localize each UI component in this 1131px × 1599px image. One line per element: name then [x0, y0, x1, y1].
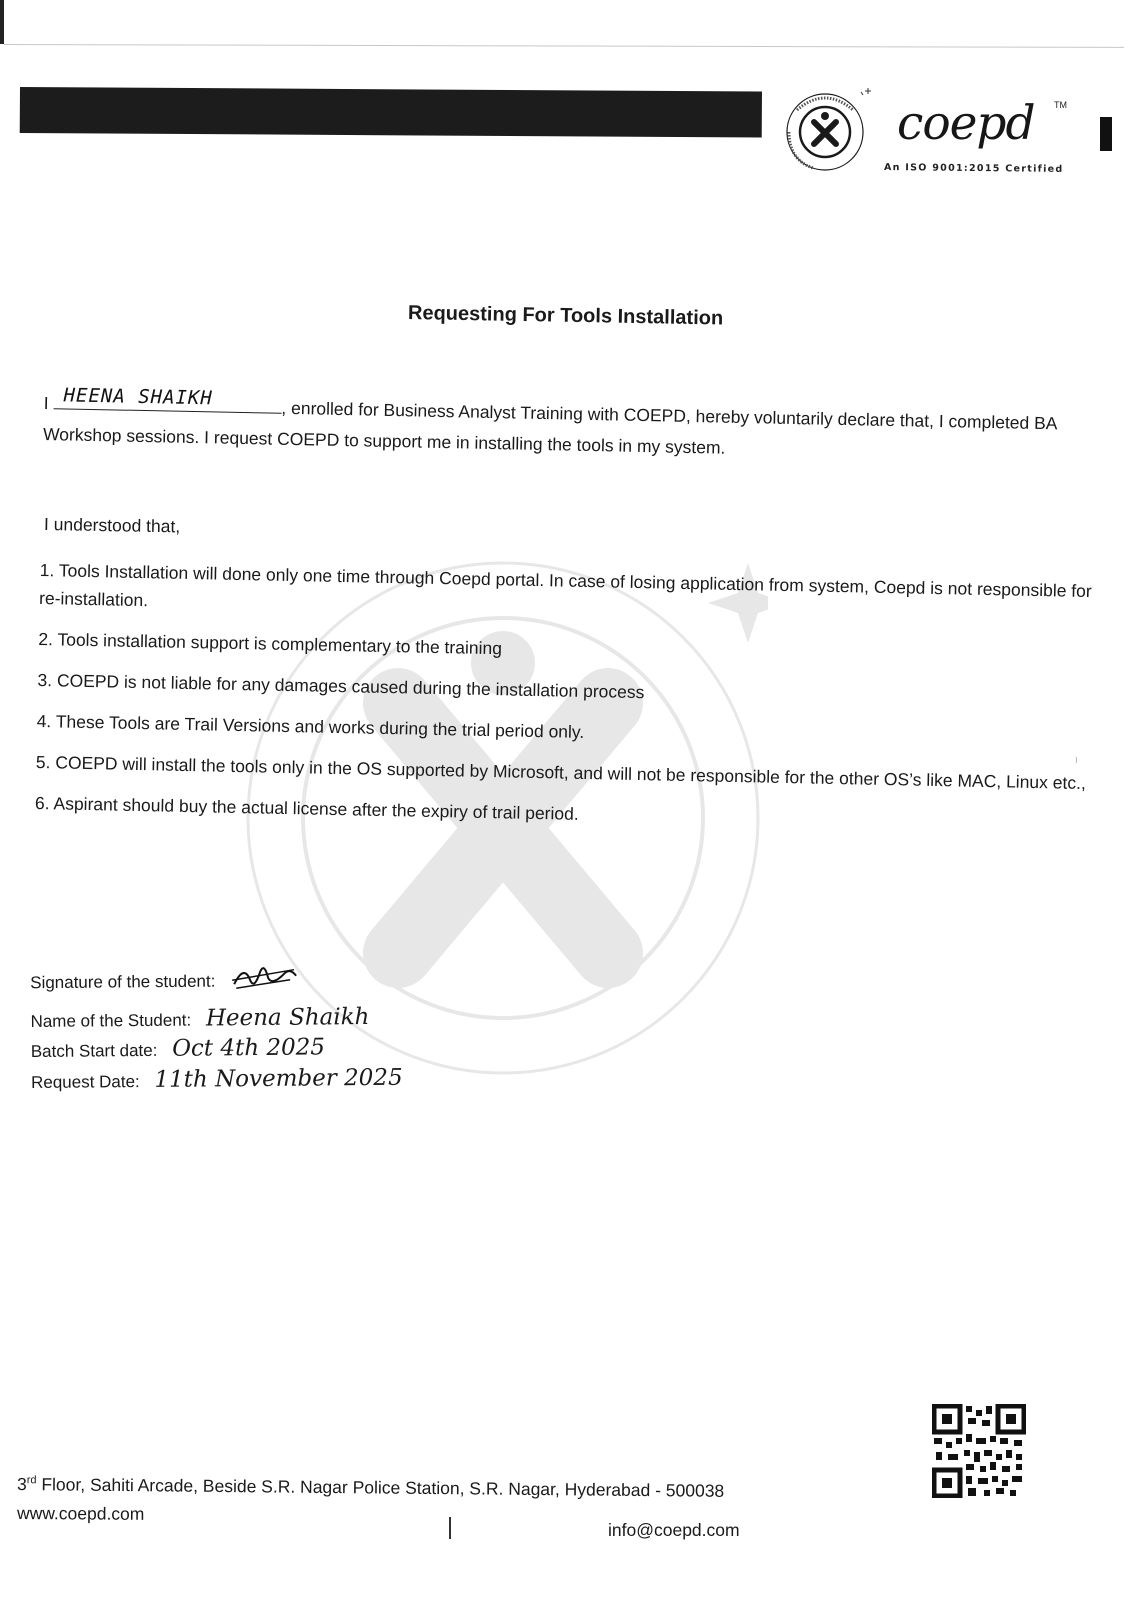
document-title: Requesting For Tools Installation [407, 302, 724, 330]
list-item: 4. These Tools are Trail Versions and works during the trial period only. [36, 710, 585, 742]
list-item: 2. Tools installation support is complementary to the training [38, 628, 503, 659]
handwritten-signature [230, 960, 300, 1004]
brand-name: coepd [897, 96, 1035, 151]
brand-edge-bar [1100, 117, 1112, 151]
website-link[interactable]: www.coepd.com [16, 1503, 145, 1524]
scan-edge-artifact [0, 0, 4, 44]
address-text: Floor, Sahiti Arcade, Beside S.R. Nagar Police Station, S.R. Nagar, Hyderabad - 500038 [36, 1474, 725, 1501]
list-item: 6. Aspirant should buy the actual license after the expiry of trail period. [34, 792, 579, 824]
request-date-value: 11th November 2025 [154, 1064, 403, 1093]
address-floor-suffix: rd [26, 1474, 37, 1487]
header-black-bar [20, 87, 762, 138]
handwritten-student-name: HEENA SHAIKH [63, 384, 214, 410]
coepd-emblem-logo [783, 88, 883, 178]
email-link[interactable]: info@coepd.com [608, 1520, 740, 1540]
signature-label: Signature of the student: [30, 971, 216, 993]
qr-code [932, 1404, 1026, 1498]
list-item: 3. COEPD is not liable for any damages caused during the installation process [37, 669, 645, 703]
address-floor: 3 [16, 1474, 27, 1495]
office-address [17, 1474, 724, 1502]
trademark-mark: TM [1054, 100, 1067, 110]
request-date-label: Request Date: [30, 1071, 140, 1092]
understood-heading: I understood that, [43, 514, 181, 537]
declaration-paragraph [42, 384, 1094, 471]
declaration-text: , enrolled for Business Analyst Training with COEPD, hereby voluntarily declare that, I completed BA Workshop sessions. I request COEPD to support me in installing the tools in my system. [42, 397, 1057, 458]
signature-row [30, 959, 402, 1006]
iso-certification: An ISO 9001:2015 Certified [883, 162, 1064, 175]
declaration-prefix: I [43, 392, 49, 414]
batch-start-value: Oct 4th 2025 [172, 1034, 326, 1062]
student-name-row [30, 1002, 402, 1036]
signature-block [30, 959, 403, 1097]
terms-list [35, 556, 1100, 851]
student-name-value: Heena Shaikh [205, 1003, 370, 1031]
student-name-label: Name of the Student: [30, 1010, 192, 1031]
list-item: 1. Tools Installation will done only one time through Coepd portal. In case of losing application from system, Coepd is not responsible for re-installation. [38, 559, 1092, 611]
footer-divider [449, 1517, 451, 1539]
student-name-blank [53, 384, 281, 414]
batch-start-row [31, 1033, 403, 1067]
list-item: 5. COEPD will install the tools only in the OS supported by Microsoft, and will not be responsible for the other OS’s like MAC, Linux etc., [35, 751, 1087, 794]
scan-top-line [4, 44, 1124, 48]
request-date-row [31, 1063, 403, 1097]
batch-start-label: Batch Start date: [30, 1040, 158, 1061]
